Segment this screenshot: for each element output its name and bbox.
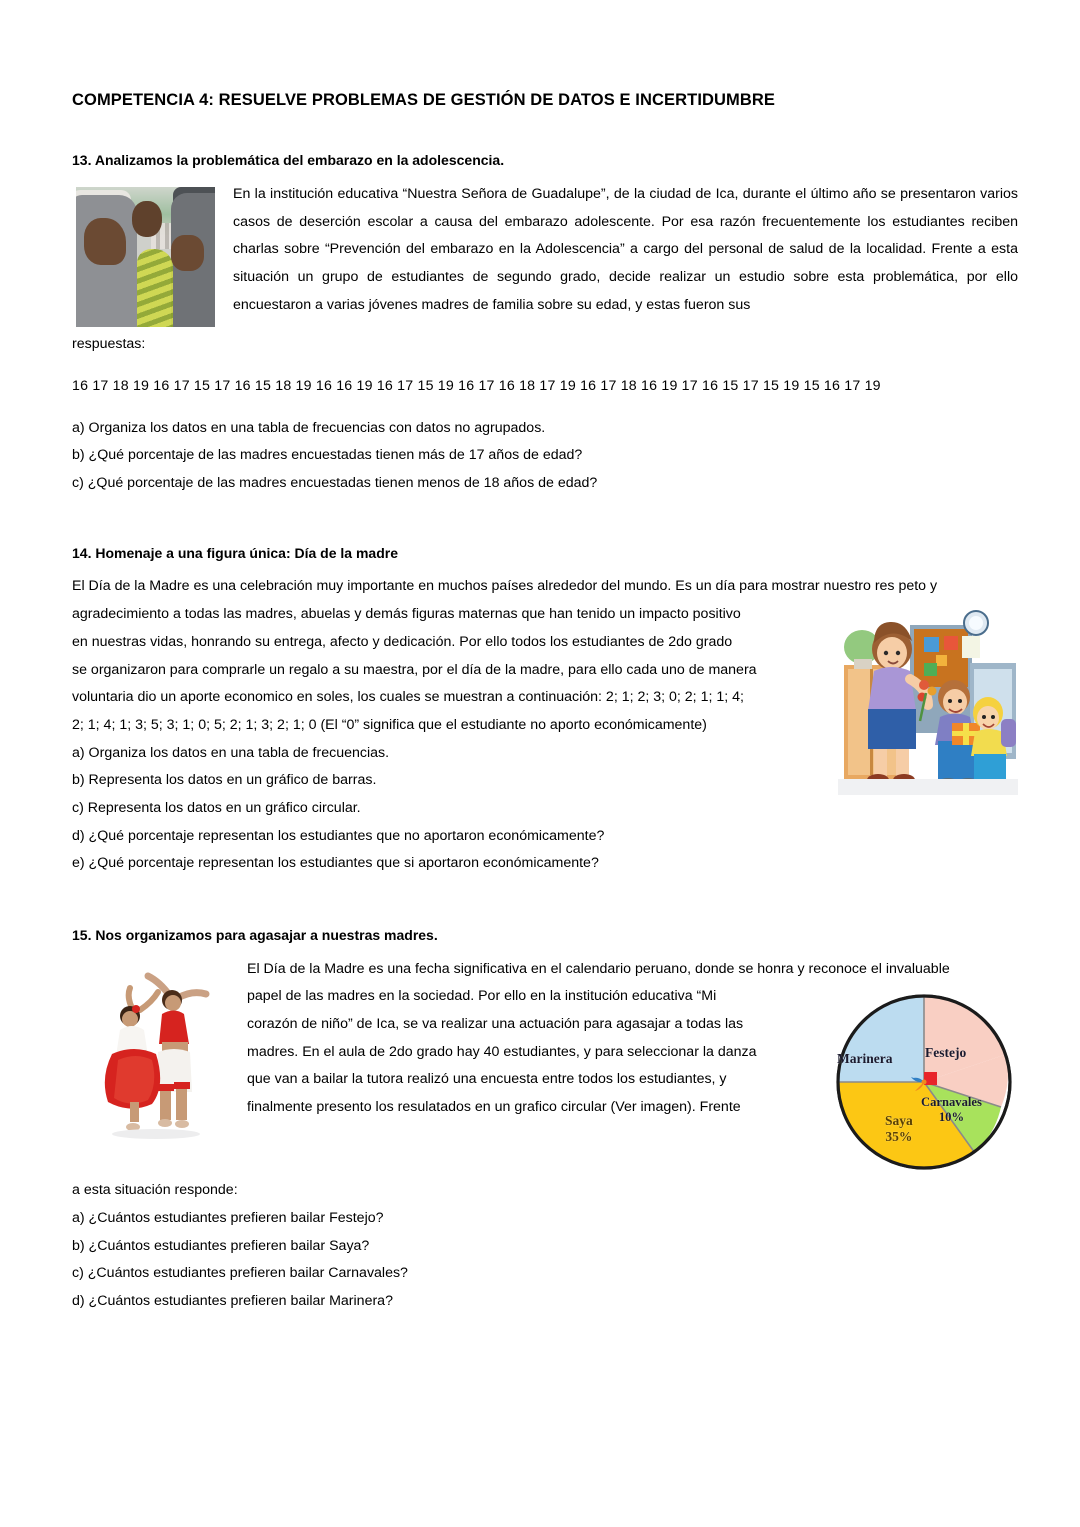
exercise-14-paragraph-line-1: El Día de la Madre es una celebración muy importante en muchos países alrededor del mundo. Es un día para mostrar nuestro res peto y — [72, 578, 938, 595]
exercise-15-question-d: d) ¿Cuántos estudiantes prefieren bailar Marinera? — [72, 1293, 393, 1310]
pie-label-carnavales-percent: 10% — [938, 1109, 965, 1124]
exercise-14-question-a: a) Organiza los datos en una tabla de frecuencias. — [72, 744, 390, 761]
pie-label-marinera: Marinera — [837, 1051, 893, 1067]
pie-label-carnavales — [921, 1095, 982, 1124]
exercise-14-question-b: b) Representa los datos en un gráfico de barras. — [72, 772, 377, 789]
exercise-14-heading: 14. Homenaje a una figura única: Día de la madre — [72, 544, 398, 561]
exercise-13-question-a: a) Organiza los datos en una tabla de frecuencias con datos no agrupados. — [72, 419, 546, 436]
pie-label-saya — [885, 1113, 913, 1144]
teacher-gift-illustration-svg — [838, 603, 1018, 795]
exercise-15-question-c: c) ¿Cuántos estudiantes prefieren bailar Carnavales? — [72, 1265, 408, 1282]
exercise-14-paragraph-line-3: en nuestras vidas, honrando su entrega, afecto y dedicación. Por ello todos los estudiantes de 2do grado — [72, 633, 733, 650]
pie-chart-svg — [833, 993, 1015, 1171]
exercise-13-paragraph-tail: respuestas: — [72, 336, 146, 353]
exercise-15-paragraph-line-5: que van a bailar la tutora realizó una encuesta entre todos los estudiantes, y — [247, 1071, 727, 1088]
exercise-13-question-c: c) ¿Qué porcentaje de las madres encuestadas tienen menos de 18 años de edad? — [72, 475, 598, 492]
exercise-15 — [72, 926, 1018, 1316]
exercise-15-heading: 15. Nos organizamos para agasajar a nuestras madres. — [72, 927, 438, 943]
pregnant-students-photo — [76, 187, 215, 327]
exercise-13-paragraph: En la institución educativa “Nuestra Señora de Guadalupe”, de la ciudad de Ica, durante el último año se presentaron varios casos de deserción escolar a causa del embarazo adolescente. Por esa razón frecuentemente los estudiantes reciben charlas sobre “Prevención del embarazo en la Adolescencia” a cargo del personal de salud de la localidad. Frente a esta situación un grupo de estudiantes de segundo grado, decide realizar un estudio sobre esta problemática, por ello encuestaron a varias jóvenes madres de familia sobre su edad, y estas fueron sus — [233, 186, 1018, 313]
exercise-13 — [72, 151, 1018, 497]
pie-label-saya-percent: 35% — [885, 1128, 913, 1144]
exercise-14-question-d: d) ¿Qué porcentaje representan los estudiantes que no aportaron económicamente? — [72, 827, 605, 844]
peruvian-dancers-photo — [78, 964, 233, 1139]
dance-preference-pie-chart — [833, 993, 1018, 1171]
exercise-15-paragraph-tail: a esta situación responde: — [72, 1182, 238, 1199]
pie-label-carnavales-text: Carnavales — [921, 1095, 982, 1110]
exercise-14-paragraph-line-4: se organizaron para comprarle un regalo a su maestra, por el día de la madre, para ello cada uno de manera — [72, 661, 757, 678]
exercise-15-paragraph-line-4: madres. En el aula de 2do grado hay 40 estudiantes, y para seleccionar la danza — [247, 1043, 757, 1060]
pie-label-festejo: Festejo — [925, 1045, 967, 1061]
exercise-13-data-sequence: 16 17 18 19 16 17 15 17 16 15 18 19 16 16 19 16 17 15 19 16 17 16 18 17 19 16 17 18 16 19 17 16 15 17 15 19 15 16 17 19 — [72, 377, 881, 394]
exercise-15-paragraph-line-3: corazón de niño” de Ica, se va realizar una actuación para agasajar a todas las — [247, 1015, 744, 1032]
exercise-15-paragraph-line-2: papel de las madres en la sociedad. Por ello en la institución educativa “Mi — [247, 988, 717, 1005]
exercise-14 — [72, 544, 1018, 878]
exercise-13-heading: 13. Analizamos la problemática del embarazo en la adolescencia. — [72, 152, 505, 169]
exercise-15-paragraph-line-1: El Día de la Madre es una fecha significativa en el calendario peruano, donde se honra y reconoce el invaluable — [247, 960, 950, 977]
exercise-15-question-a: a) ¿Cuántos estudiantes prefieren bailar Festejo? — [72, 1209, 384, 1226]
peruvian-dancers-photo-svg — [78, 964, 233, 1139]
exercise-15-question-b: b) ¿Cuántos estudiantes prefieren bailar Saya? — [72, 1237, 370, 1254]
exercise-15-paragraph-line-6: finalmente presento los resulatados en un grafico circular (Ver imagen). Frente — [247, 1099, 741, 1116]
exercise-14-question-e: e) ¿Qué porcentaje representan los estudiantes que si aportaron económicamente? — [72, 855, 599, 872]
exercise-13-question-b: b) ¿Qué porcentaje de las madres encuestadas tienen más de 17 años de edad? — [72, 447, 583, 464]
page-title: COMPETENCIA 4: RESUELVE PROBLEMAS DE GESTIÓN DE DATOS E INCERTIDUMBRE — [72, 91, 776, 109]
pie-label-saya-text: Saya — [885, 1113, 913, 1129]
teacher-gift-illustration — [838, 603, 1018, 795]
exercise-14-question-c: c) Representa los datos en un gráfico circular. — [72, 799, 361, 816]
exercise-14-paragraph-line-2: agradecimiento a todas las madres, abuelas y demás figuras maternas que han tenido un impacto positivo — [72, 606, 741, 623]
exercise-14-paragraph-line-6: 2; 1; 4; 1; 3; 5; 3; 1; 0; 5; 2; 1; 3; 2; 1; 0 (El “0” significa que el estudiante no aporto económicamente) — [72, 716, 707, 733]
exercise-14-paragraph-line-5: voluntaria dio un aporte economico en soles, los cuales se muestran a continuación: 2; 1; 2; 3; 0; 2; 1; 1; 4; — [72, 689, 744, 706]
